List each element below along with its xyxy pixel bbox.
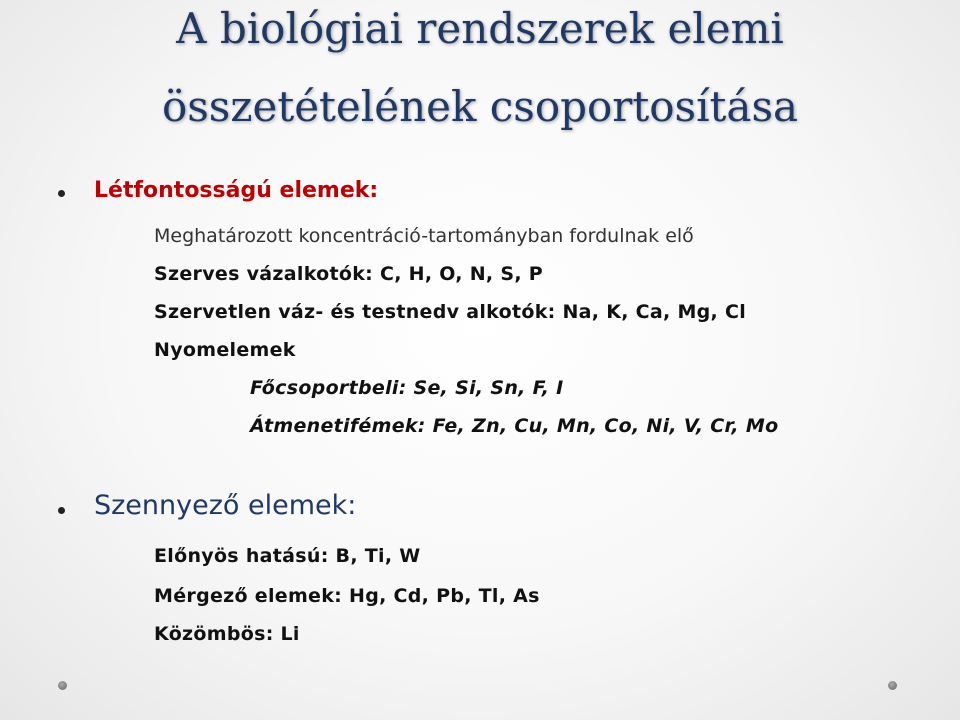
corner-dot-icon bbox=[58, 681, 67, 690]
section-2-line-1: Előnyös hatású: B, Ti, W bbox=[154, 545, 421, 567]
section-1-line-4: Nyomelemek bbox=[154, 339, 296, 361]
section-2-line-2: Mérgező elemek: Hg, Cd, Pb, Tl, As bbox=[154, 585, 540, 607]
bullet-icon bbox=[58, 190, 65, 197]
section-1-subline-2: Átmenetifémek: Fe, Zn, Cu, Mn, Co, Ni, V, Cr, Mo bbox=[250, 415, 779, 437]
section-1-heading: Létfontosságú elemek: bbox=[94, 178, 379, 203]
section-2-heading: Szennyező elemek: bbox=[94, 490, 357, 521]
corner-dot-icon bbox=[888, 681, 897, 690]
slide-title-line-2: összetételének csoportosítása bbox=[161, 82, 799, 131]
slide-title-line-1: A biológiai rendszerek elemi bbox=[176, 4, 784, 53]
section-2-line-3: Közömbös: Li bbox=[154, 623, 300, 645]
section-1-subline-1: Főcsoportbeli: Se, Si, Sn, F, I bbox=[250, 377, 564, 399]
bullet-icon bbox=[58, 507, 65, 514]
section-1-line-1: Meghatározott koncentráció-tartományban fordulnak elő bbox=[154, 225, 694, 247]
section-1-line-2: Szerves vázalkotók: C, H, O, N, S, P bbox=[154, 263, 544, 285]
section-1-line-3: Szervetlen váz- és testnedv alkotók: Na, K, Ca, Mg, Cl bbox=[154, 301, 747, 323]
